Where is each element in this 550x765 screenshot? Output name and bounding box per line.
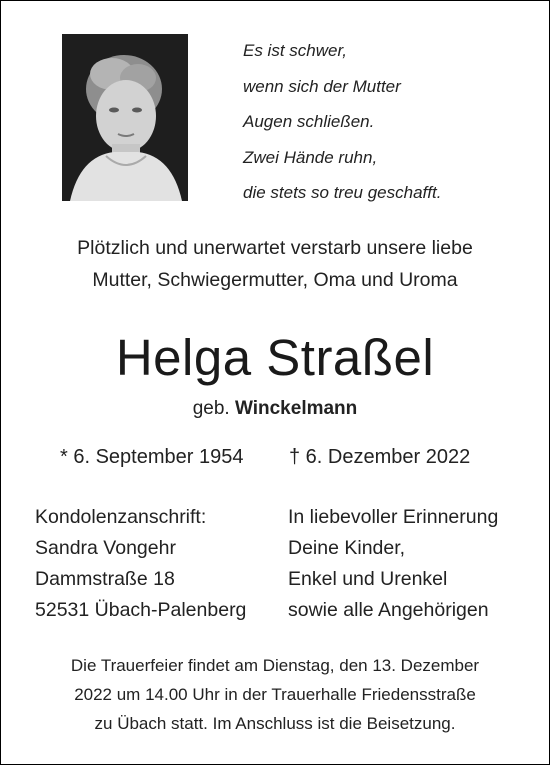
condolence-line: Kondolenzanschrift: [35,506,207,528]
notice-line: zu Übach statt. Im Anschluss ist die Beisetzung. [94,714,456,733]
deceased-name: Helga Straßel [115,329,435,386]
birth-name: Winckelmann [234,398,358,419]
remembrance-line: In liebevoller Erinnerung [288,506,499,528]
birth-date: * 6. September 1954 [60,446,244,468]
portrait-photo [62,34,188,201]
intro-line: Plötzlich und unerwartet verstarb unsere liebe [77,237,473,259]
poem-line: Augen schließen. [243,112,375,131]
condolence-address [35,502,246,626]
remembrance-signature [288,502,498,626]
poem-line: Es ist schwer, [243,41,347,60]
remembrance-line: Deine Kinder, [288,537,406,559]
funeral-notice [0,651,550,738]
condolence-line: Sandra Vongehr [35,537,176,559]
intro-line: Mutter, Schwiegermutter, Oma und Uroma [92,269,458,291]
poem-line: wenn sich der Mutter [243,76,401,96]
poem-line: Zwei Hände ruhn, [243,147,378,167]
born-prefix: geb. [192,398,230,419]
birth-name-line [0,396,550,422]
condolence-line: 52531 Übach-Palenberg [35,599,247,621]
intro-text [0,232,550,296]
poem-verse [243,33,533,211]
remembrance-line: Enkel und Urenkel [288,568,448,590]
poem-line: die stets so treu geschafft. [243,183,442,202]
notice-line: Die Trauerfeier findet am Dienstag, den 13. Dezember [70,656,480,675]
notice-line: 2022 um 14.00 Uhr in der Trauerhalle Friedensstraße [74,685,476,704]
death-date: † 6. Dezember 2022 [289,446,471,468]
remembrance-line: sowie alle Angehörigen [288,599,489,621]
condolence-line: Dammstraße 18 [35,568,175,590]
